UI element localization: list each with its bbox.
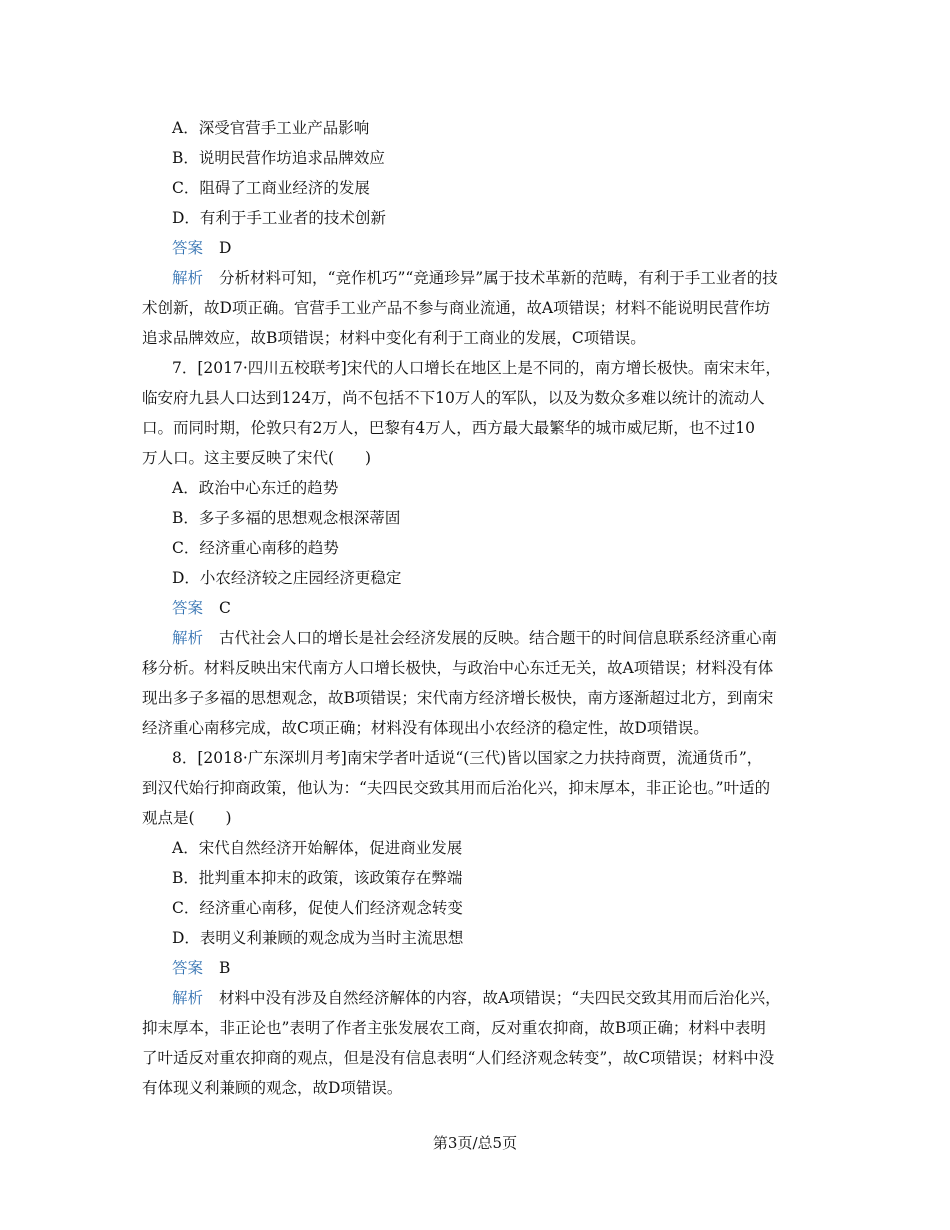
q7-stem-line-3: 口。而同时期，伦敦只有2万人，巴黎有4万人，西方最大最繁华的城市威尼斯，也不过10 (142, 419, 755, 437)
q7-option-c: C．经济重心南移的趋势 (172, 539, 339, 557)
answer-value: B (219, 959, 231, 977)
analysis-text: 分析材料可知，“竞作机巧”“竞通珍异”属于技术革新的范畴，有利于手工业者的技 (219, 269, 778, 287)
q8-analysis-line-3: 了叶适反对重农抑商的观点，但是没有信息表明“人们经济观念转变”，故C项错误；材料中没 (142, 1049, 775, 1067)
q7-analysis-line-2: 移分析。材料反映出宋代南方人口增长极快，与政治中心东迁无关，故A项错误；材料没有体 (142, 659, 774, 677)
q8-analysis-line-2: 抑末厚本，非正论也”表明了作者主张发展农工商，反对重农抑商，故B项正确；材料中表明 (142, 1019, 766, 1037)
q6-analysis-line-1 (172, 267, 778, 289)
q6-analysis-line-2: 术创新，故D项正确。官营手工业产品不参与商业流通，故A项错误；材料不能说明民营作坊 (142, 299, 771, 317)
q8-stem-line-2: 到汉代始行抑商政策，他认为：“夫四民交致其用而后治化兴，抑末厚本，非正论也。”叶适的 (142, 779, 771, 797)
q8-stem-line-3: 观点是( ) (142, 809, 232, 827)
q7-analysis-line-4: 经济重心南移完成，故C项正确；材料没有体现出小农经济的稳定性，故D项错误。 (142, 719, 709, 737)
q7-analysis-line-1 (172, 627, 777, 649)
q8-answer (172, 957, 230, 979)
q6-option-c: C．阻碍了工商业经济的发展 (172, 179, 370, 197)
q8-analysis-line-4: 有体现义利兼顾的观念，故D项错误。 (142, 1079, 403, 1097)
q8-analysis-line-1 (172, 987, 781, 1009)
q8-option-b: B．批判重本抑末的政策，该政策存在弊端 (172, 869, 463, 887)
q6-option-d: D．有利于手工业者的技术创新 (172, 209, 386, 227)
answer-label: 答案 (172, 959, 204, 977)
q7-answer (172, 597, 231, 619)
answer-label: 答案 (172, 599, 204, 617)
answer-value: D (219, 239, 232, 257)
answer-label: 答案 (172, 239, 204, 257)
analysis-text: 古代社会人口的增长是社会经济发展的反映。结合题干的时间信息联系经济重心南 (219, 629, 778, 647)
q7-analysis-line-3: 现出多子多福的思想观念，故B项错误；宋代南方经济增长极快，南方逐渐超过北方，到南宋 (142, 689, 774, 707)
answer-value: C (219, 599, 231, 617)
q6-analysis-line-3: 追求品牌效应，故B项错误；材料中变化有利于工商业的发展，C项错误。 (142, 329, 646, 347)
page-number: 第3页/总5页 (432, 1134, 518, 1152)
q7-stem-line-2: 临安府九县人口达到124万，尚不包括不下10万人的军队，以及为数众多难以统计的流动人 (142, 389, 765, 407)
q6-option-a: A．深受官营手工业产品影响 (172, 119, 370, 137)
q8-option-a: A．宋代自然经济开始解体，促进商业发展 (172, 839, 463, 857)
q7-stem-line-4: 万人口。这主要反映了宋代( ) (142, 449, 372, 467)
q7-stem-line-1: 7．[2017·四川五校联考]宋代的人口增长在地区上是不同的，南方增长极快。南宋末年， (172, 359, 781, 377)
analysis-label: 解析 (172, 629, 204, 647)
q8-option-d: D．表明义利兼顾的观念成为当时主流思想 (172, 929, 464, 947)
q7-option-b: B．多子多福的思想观念根深蒂固 (172, 509, 401, 527)
analysis-label: 解析 (172, 989, 204, 1007)
q8-stem-line-1: 8．[2018·广东深圳月考]南宋学者叶适说“(三代)皆以国家之力扶持商贾，流通货币”， (172, 749, 763, 767)
analysis-text: 材料中没有涉及自然经济解体的内容，故A项错误；“夫四民交致其用而后治化兴， (219, 989, 781, 1007)
q8-option-c: C．经济重心南移，促使人们经济观念转变 (172, 899, 463, 917)
analysis-label: 解析 (172, 269, 204, 287)
q6-option-b: B．说明民营作坊追求品牌效应 (172, 149, 385, 167)
q6-answer (172, 237, 231, 259)
q7-option-a: A．政治中心东迁的趋势 (172, 479, 339, 497)
q7-option-d: D．小农经济较之庄园经济更稳定 (172, 569, 402, 587)
